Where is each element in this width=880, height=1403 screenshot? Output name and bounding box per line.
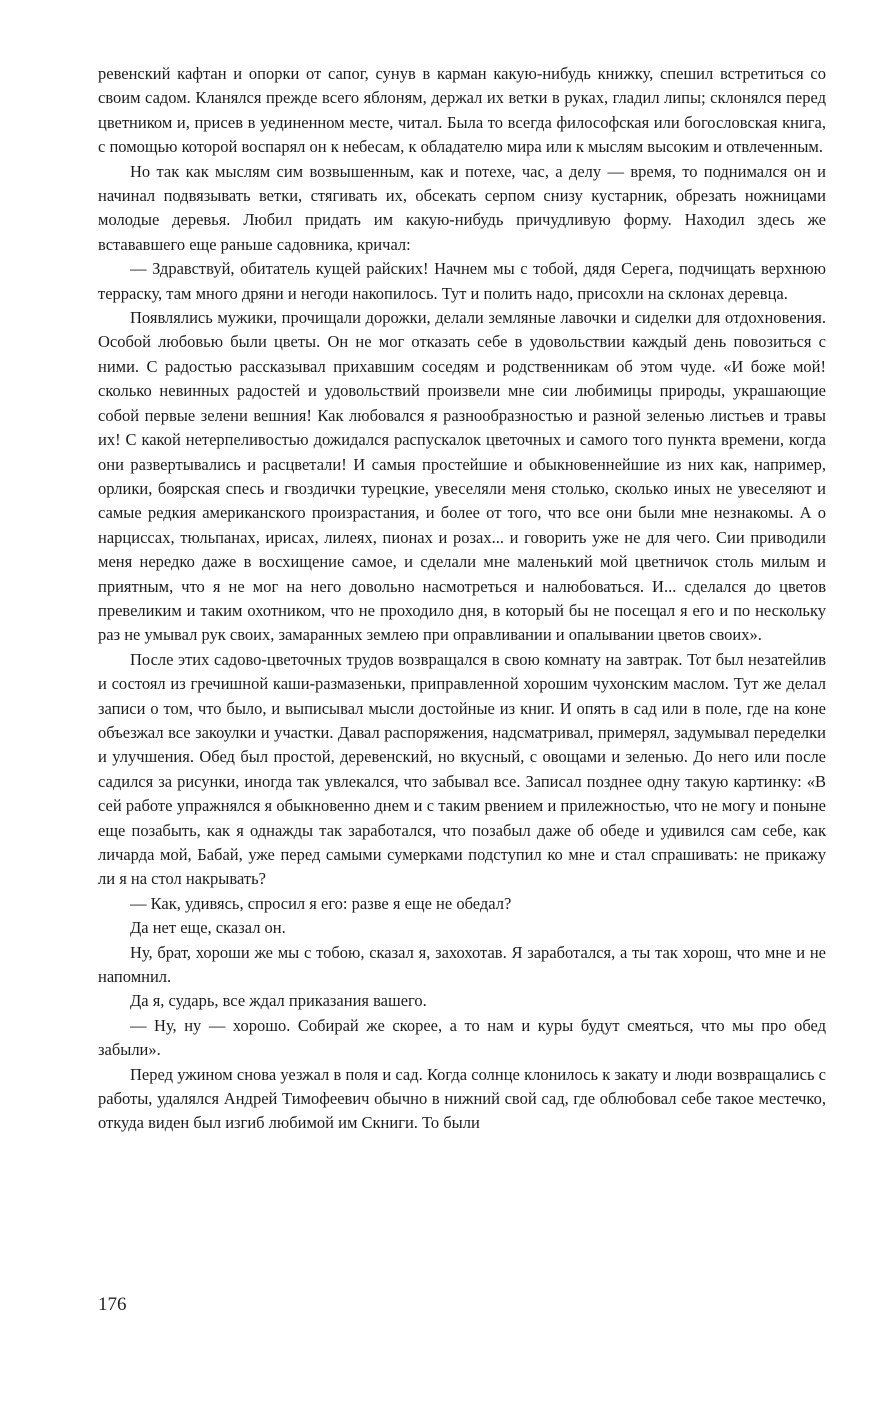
paragraph: Да я, сударь, все ждал приказания вашего. — [130, 991, 427, 1011]
paragraph: Ну, брат, хороши же мы с тобою, сказал я, захохотав. Я заработался, а ты так хорош, что мне и не напомнил. — [98, 942, 826, 987]
page-body — [98, 62, 826, 1136]
paragraph: — Ну, ну — хорошо. Собирай же скорее, а то нам и куры будут смеяться, что мы про обед забыли». — [98, 1015, 826, 1060]
paragraph: Появлялись мужики, прочищали дорожки, делали земляные лавочки и сиделки для отдохновения. Особой любовью были цветы. Он не мог отказать себе в удовольствии каждый день повозиться с ними. С радостью рассказывал прихавшим соседям и родственникам об этом чуде. «И боже мой! сколько невинных радостей и удовольствий произвели мне сии любимицы природы, украшающие собой первые зелени вешния! Как любовался я разнообразностью и разной зеленью листьев и травы их! С какой нетерпеливостью дожидался распускалок цветочных и самого того пункта времени, когда они развертывались и расцветали! И самыя простейшие и обыкновеннейшие из них как, например, орлики, боярская спесь и гвоздички турецкие, увеселяли меня столько, сколько иных не увеселяют и самые редкия американского произрастания, и более от того, что все они были мне незнакомы. А о нарциссах, тюльпанах, ирисах, лилеях, пионах и розах... и говорить уже не для чего. Сии приводили меня нередко даже в восхищение самое, и сделали мне маленький мой цветничок столь милым и приятным, что я не мог на него довольно насмотреться и налюбоваться. И... сделался до цветов превеликим и таким охотником, что не проходило дня, в который бы не посещал я его и по нескольку раз не умывал рук своих, замаранных землею при оправливании и опалывании цветов своих». — [98, 308, 826, 645]
paragraph: Но так как мыслям сим возвышенным, как и потехе, час, а делу — время, то поднимался он и начинал подвязывать ветки, стягивать их, обсекать серпом снизу кустарник, обрезать ножницами молодые деревья. Любил придать им какую-нибудь причудливую форму. Находил здесь же встававшего еще раньше садовника, кричал: — [98, 161, 826, 254]
paragraph: Да нет еще, сказал он. — [130, 918, 286, 938]
paragraph: После этих садово-цветочных трудов возвращался в свою комнату на завтрак. Тот был незатейлив и состоял из гречишной каши-размазеньки, приправленной хорошим чухонским маслом. Тут же делал записи о том, что было, и выписывал мысли достойные из книг. И опять в сад или в поле, где на коне объезжал все закоулки и участки. Давал распоряжения, надсматривал, примерял, задумывал переделки и улучшения. Обед был простой, деревенский, но вкусный, с овощами и зеленью. До него или после садился за рисунки, иногда так увлекался, что забывал все. Записал позднее одну такую картинку: «В сей работе упражнялся я обыкновенно днем и с таким рвением и прилежностью, что не могу и поныне еще позабыть, как я однажды так заработался, что позабыл даже об обеде и удивился сам себе, как личарда мой, Бабай, уже перед самыми сумерками подступил ко мне и стал спрашивать: не прикажу ли я на стол накрывать? — [98, 649, 826, 889]
paragraph: Перед ужином снова уезжал в поля и сад. Когда солнце клонилось к закату и люди возвращались с работы, удалялся Андрей Тимофеевич обычно в нижний свой сад, где облюбовал себе такое местечко, откуда виден был изгиб любимой им Скниги. То были — [98, 1064, 826, 1133]
paragraph: ревенский кафтан и опорки от сапог, сунув в карман какую-нибудь книжку, спешил встретиться со своим садом. Кланялся прежде всего яблоням, держал их ветки в руках, гладил липы; склонялся перед цветником и, присев в уединенном месте, читал. Была то всегда философская или богословская книга, с помощью которой воспарял он к небесам, к обладателю мира или к мыслям высоким и отвлеченным. — [98, 64, 826, 157]
page-number: 176 — [98, 1294, 127, 1315]
paragraph: — Как, удивясь, спросил я его: разве я еще не обедал? — [130, 893, 512, 913]
paragraph: — Здравствуй, обитатель кущей райских! Начнем мы с тобой, дядя Серега, подчищать верхнюю терраску, там много дряни и негоди накопилось. Тут и полить надо, присохли на склонах деревца. — [98, 259, 826, 303]
